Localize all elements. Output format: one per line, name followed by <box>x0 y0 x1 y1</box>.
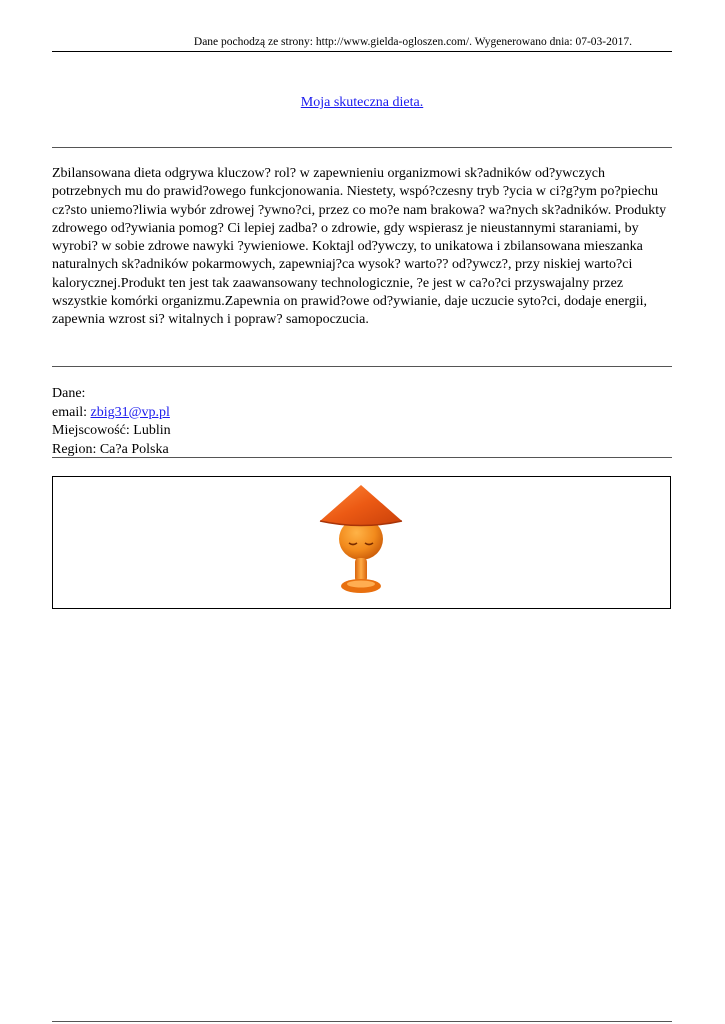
city-row <box>52 422 672 441</box>
listing-title <box>52 94 672 112</box>
region-label: Region: <box>52 441 100 457</box>
page-header-source: Dane pochodzą ze strony: http://www.gielda-ogloszen.com/. Wygenerowano dnia: 07-03-2017. <box>193 36 632 48</box>
listing-description: Zbilansowana dieta odgrywa kluczow? rol? w zapewnieniu organizmowi sk?adników od?ywczych potrzebnych mu do prawid?owego funkcjonowania. Niestety, wspó?czesny tryb ?ycia w ci?g?ym po?piechu cz?sto uniemo?liwia wybór zdrowej ?ywno?ci, przez co mo?e nam brakowa? wa?nych sk?adników. Produkty zdrowego od?ywiania pomog? Ci lepiej zadba? o zdrowie, gdy wspierasz je nieustannymi staraniami, by wyrobi? w sobie zdrowe nawyki ?ywieniowe. Koktajl od?ywczy, to unikatowa i zbilansowana mieszanka naturalnych sk?adników pokarmowych, zapewniaj?ca wysok? warto?? od?ywcz?, przy niskiej warto?ci kalorycznej.Produkt ten jest tak zaawansowany technologicznie, ?e jest w ca?o?ci przyswajalny przez wszystkie komórki organizmu.Zapewnia on prawid?owe od?ywianie, daje uczucie syto?ci, dodaje energii, zapewnia wzrost si? witalnych i popraw? samopoczucia. <box>52 166 667 328</box>
description-divider <box>52 366 672 367</box>
footer-divider <box>52 1021 672 1022</box>
details-heading: Dane: <box>52 386 86 401</box>
city-value: Lublin <box>133 423 171 438</box>
email-link[interactable]: zbig31@vp.pl <box>90 404 170 420</box>
email-label: email: <box>52 404 91 420</box>
region-value: Ca?a Polska <box>99 441 169 457</box>
city-label: Miejscowość: <box>52 423 134 438</box>
contact-details <box>52 385 672 459</box>
listing-image-frame <box>52 476 671 609</box>
header-divider <box>52 51 672 52</box>
details-divider <box>52 457 672 458</box>
title-divider <box>52 147 672 148</box>
email-row <box>52 404 672 423</box>
listing-title-link[interactable]: Moja skuteczna dieta. <box>300 95 424 110</box>
orange-hat-figurine-icon <box>316 481 406 603</box>
